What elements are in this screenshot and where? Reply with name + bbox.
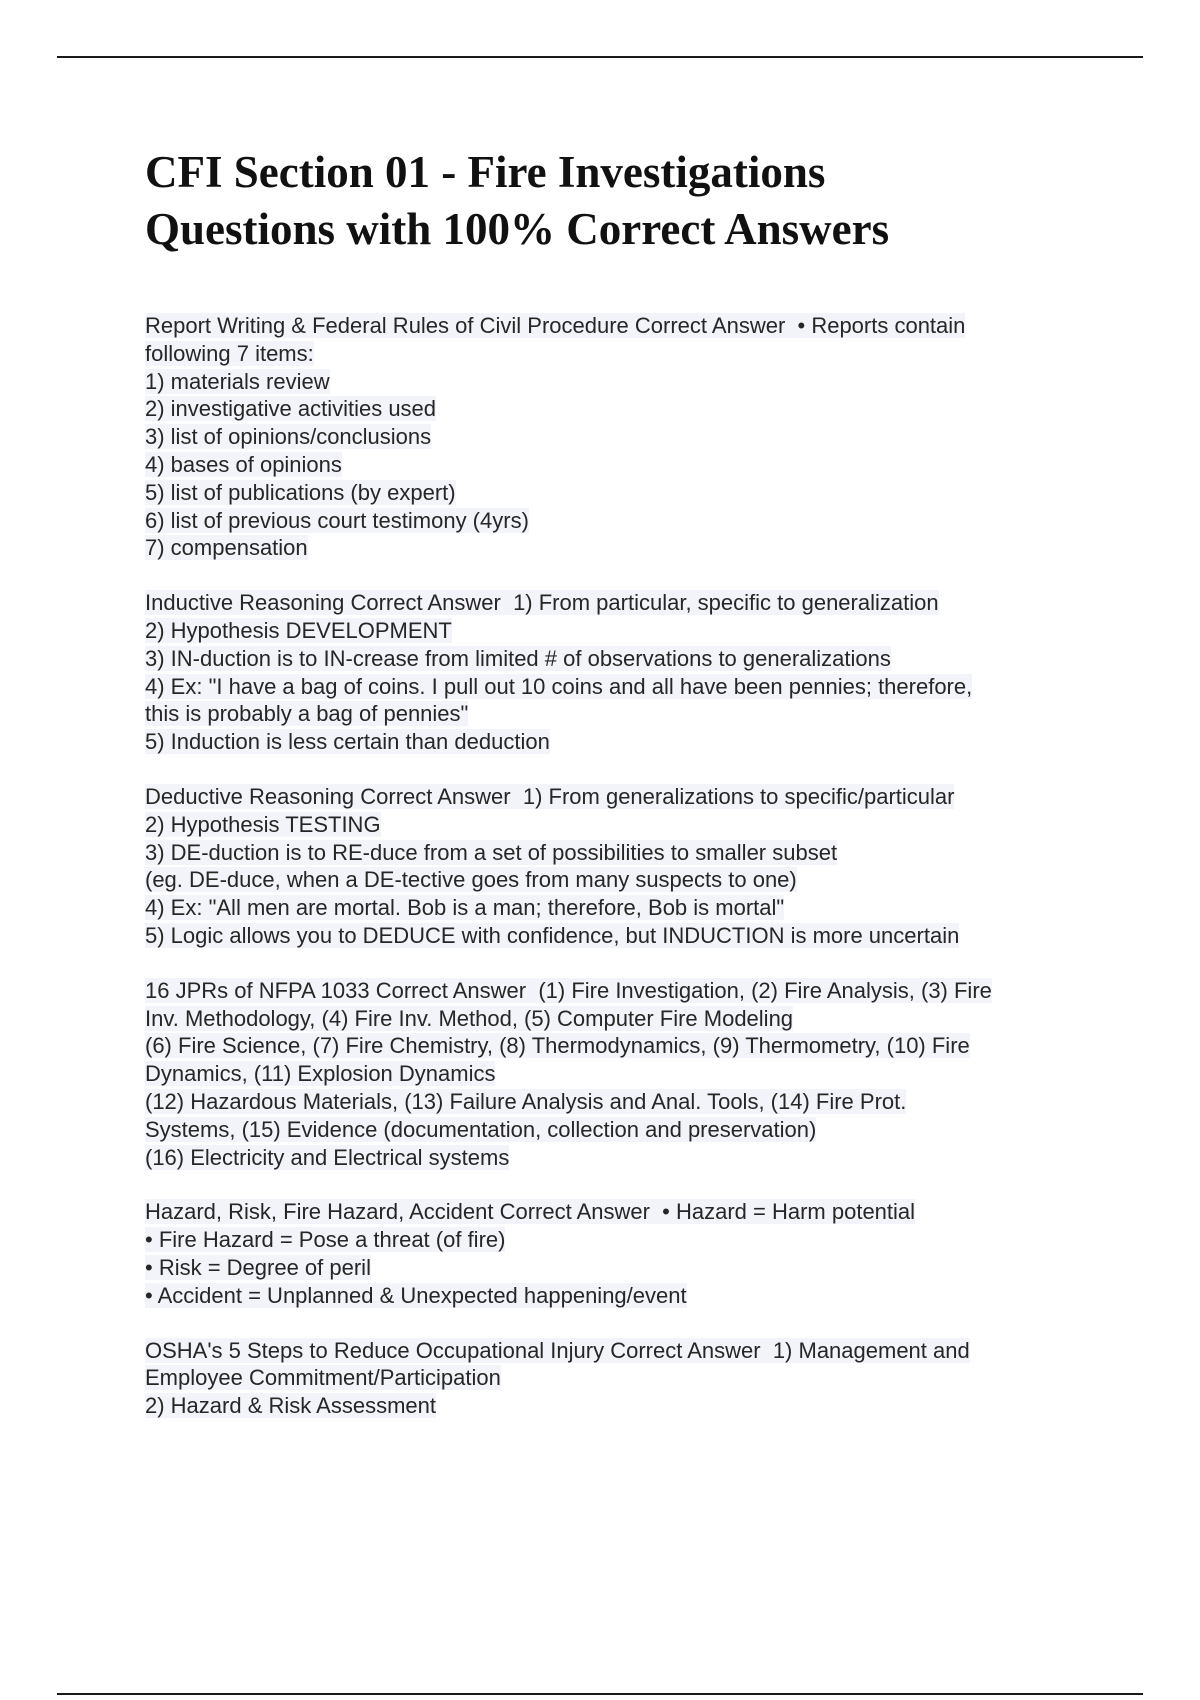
qa-line: Hazard, Risk, Fire Hazard, Accident Correct Answer • Hazard = Harm potential — [145, 1199, 916, 1225]
qa-item-hazard-risk — [145, 1198, 1105, 1309]
qa-line: 2) Hypothesis DEVELOPMENT — [145, 617, 452, 643]
qa-line: 3) DE-duction is to RE-duce from a set of possibilities to smaller subset — [145, 839, 838, 865]
qa-line: Inductive Reasoning Correct Answer 1) From particular, specific to generalization — [145, 590, 939, 616]
qa-line: 5) Induction is less certain than deduction — [145, 729, 550, 755]
qa-item-osha-steps — [145, 1337, 1105, 1420]
qa-line: Systems, (15) Evidence (documentation, collection and preservation) — [145, 1116, 817, 1142]
qa-line: 2) Hazard & Risk Assessment — [145, 1393, 436, 1419]
qa-line: • Risk = Degree of peril — [145, 1254, 371, 1280]
qa-line: 4) Ex: "I have a bag of coins. I pull out 10 coins and all have been pennies; therefore, — [145, 673, 973, 699]
top-rule — [57, 56, 1143, 58]
title-line-1: CFI Section 01 - Fire Investigations — [145, 147, 826, 197]
qa-item-nfpa-1033-jprs — [145, 977, 1105, 1172]
qa-line: this is probably a bag of pennies" — [145, 701, 469, 727]
qa-line: Employee Commitment/Participation — [145, 1365, 501, 1391]
qa-list — [145, 312, 1105, 1447]
qa-line: 3) IN-duction is to IN-crease from limited # of observations to generalizations — [145, 645, 891, 671]
qa-line: Report Writing & Federal Rules of Civil Procedure Correct Answer • Reports contain — [145, 313, 966, 338]
qa-line: • Accident = Unplanned & Unexpected happening/event — [145, 1282, 687, 1308]
qa-line: Inv. Methodology, (4) Fire Inv. Method, (5) Computer Fire Modeling — [145, 1005, 794, 1031]
qa-item-inductive-reasoning — [145, 589, 1105, 756]
qa-line: 7) compensation — [145, 535, 308, 561]
qa-line: 16 JPRs of NFPA 1033 Correct Answer (1) Fire Investigation, (2) Fire Analysis, (3) Fire — [145, 977, 992, 1003]
bottom-rule — [57, 1693, 1143, 1695]
qa-line: 1) materials review — [145, 368, 330, 394]
qa-item-deductive-reasoning — [145, 783, 1105, 950]
qa-line: 4) bases of opinions — [145, 451, 342, 477]
page-title — [145, 144, 1105, 258]
title-line-2: Questions with 100% Correct Answers — [145, 204, 890, 254]
qa-item-report-writing — [145, 312, 1105, 562]
qa-line: (6) Fire Science, (7) Fire Chemistry, (8) Thermodynamics, (9) Thermometry, (10) Fire — [145, 1033, 970, 1059]
qa-line: (12) Hazardous Materials, (13) Failure Analysis and Anal. Tools, (14) Fire Prot. — [145, 1088, 907, 1114]
qa-line: 2) Hypothesis TESTING — [145, 811, 381, 837]
qa-line: (eg. DE-duce, when a DE-tective goes from many suspects to one) — [145, 867, 797, 893]
qa-line: 4) Ex: "All men are mortal. Bob is a man; therefore, Bob is mortal" — [145, 895, 785, 921]
qa-line: 3) list of opinions/conclusions — [145, 424, 432, 450]
qa-line: following 7 items: — [145, 340, 314, 366]
qa-line: OSHA's 5 Steps to Reduce Occupational Injury Correct Answer 1) Management and — [145, 1337, 970, 1363]
qa-line: 5) Logic allows you to DEDUCE with confidence, but INDUCTION is more uncertain — [145, 922, 960, 948]
qa-line: Deductive Reasoning Correct Answer 1) From generalizations to specific/particular — [145, 783, 955, 809]
qa-line: • Fire Hazard = Pose a threat (of fire) — [145, 1227, 506, 1253]
qa-line: 2) investigative activities used — [145, 396, 437, 422]
qa-line: (16) Electricity and Electrical systems — [145, 1144, 510, 1170]
qa-line: 6) list of previous court testimony (4yrs) — [145, 507, 529, 533]
qa-line: 5) list of publications (by expert) — [145, 479, 456, 505]
qa-line: Dynamics, (11) Explosion Dynamics — [145, 1061, 496, 1087]
